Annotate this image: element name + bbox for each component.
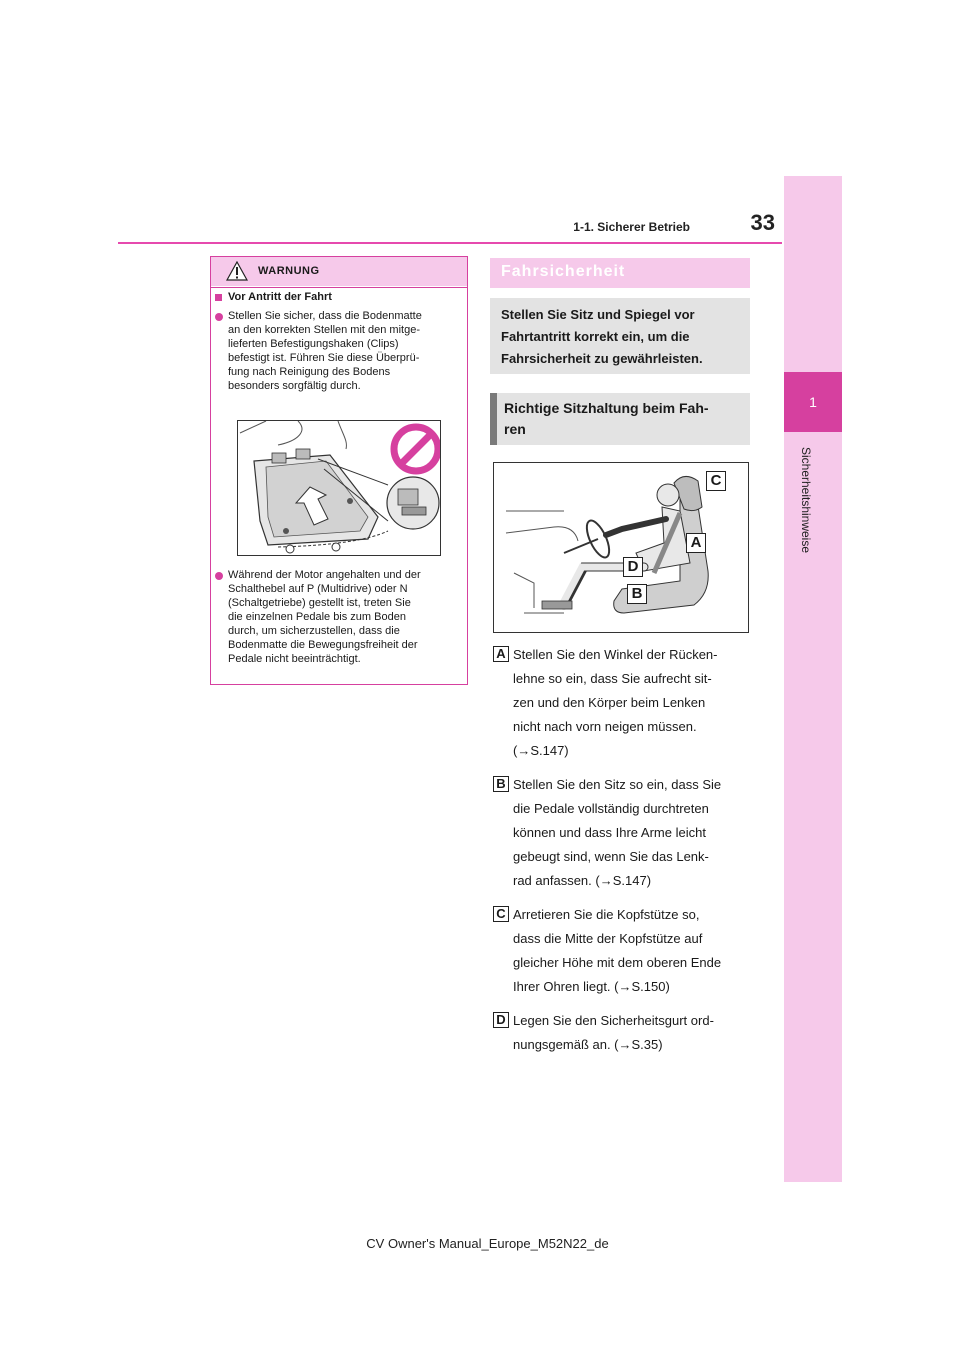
circle-bullet-icon: [215, 313, 223, 321]
subsection-heading: Richtige Sitzhaltung beim Fah- ren: [504, 400, 709, 437]
item-letter-d: D: [493, 1012, 509, 1028]
illustration-label-a: A: [686, 533, 706, 553]
warning-triangle-icon: [226, 261, 248, 281]
section-heading: Fahrsicherheit: [501, 263, 626, 280]
footer: [0, 1236, 960, 1251]
square-bullet-icon: [215, 294, 222, 301]
item-letter-a: A: [493, 646, 509, 662]
intro-text: Stellen Sie Sitz und Spiegel vor Fahrtantritt korrekt ein, um die Fahrsicherheit zu gewährleisten.: [501, 307, 703, 366]
item-b-text: Stellen Sie den Sitz so ein, dass Sie die Pedale vollständig durchtreten können und dass Ihre Arme leicht gebeugt sind, wenn Sie das Lenk- rad anfassen. (→S.147): [513, 777, 722, 888]
warning-paragraph-2: Während der Motor angehalten und der Schalthebel auf P (Multidrive) oder N (Schaltgetriebe) gestellt ist, treten Sie die einzelnen Pedale bis zum Boden durch, um sicherzustellen, dass die Bodenmatte die Bewegungsfreiheit der Pedale nicht beeinträchtigt.: [228, 569, 421, 665]
circle-bullet-icon: [215, 572, 223, 580]
item-d-text: Legen Sie den Sicherheitsgurt ord- nungsgemäß an. (→S.35): [513, 1013, 714, 1052]
item-c-text: Arretieren Sie die Kopfstütze so, dass die Mitte der Kopfstütze auf gleicher Höhe mit dem oberen Ende Ihrer Ohren liegt. (→S.150): [513, 907, 722, 994]
item-letter-c: C: [493, 906, 509, 922]
chapter-number-tab[interactable]: 1: [784, 372, 842, 432]
warning-header: [211, 257, 467, 286]
warning-title: WARNUNG: [258, 265, 320, 277]
warning-subheading: Vor Antritt der Fahrt: [228, 291, 332, 303]
illustration-label-b: B: [627, 584, 647, 604]
warning-divider: [211, 287, 467, 288]
warning-paragraph-1: Stellen Sie sicher, dass die Bodenmatte an den korrekten Stellen mit den mitge- lieferten Befestigungshaken (Clips) befestigt ist. Führen Sie diese Überprü- fung nach Reinigung des Bodens besonders sorgfältig durch.: [228, 310, 422, 392]
floor-mat-illustration: [237, 420, 441, 556]
side-tab-strip: [784, 176, 842, 1182]
item-letter-b: B: [493, 776, 509, 792]
illustration-label-c: C: [706, 471, 726, 491]
chapter-label: Sicherheitshinweise: [799, 446, 813, 554]
footer-text: CV Owner's Manual_Europe_M52N22_de: [366, 1236, 609, 1251]
header-rule: [118, 242, 782, 244]
subsection-accent: [490, 393, 497, 445]
section-title: 1-1. Sicherer Betrieb: [573, 220, 690, 234]
page-number: 33: [750, 210, 775, 235]
illustration-label-d: D: [623, 557, 643, 577]
item-a-text: Stellen Sie den Winkel der Rücken- lehne so ein, dass Sie aufrecht sit- zen und den Körper beim Lenken nicht nach vorn neigen müssen. (→S.147): [513, 647, 718, 758]
